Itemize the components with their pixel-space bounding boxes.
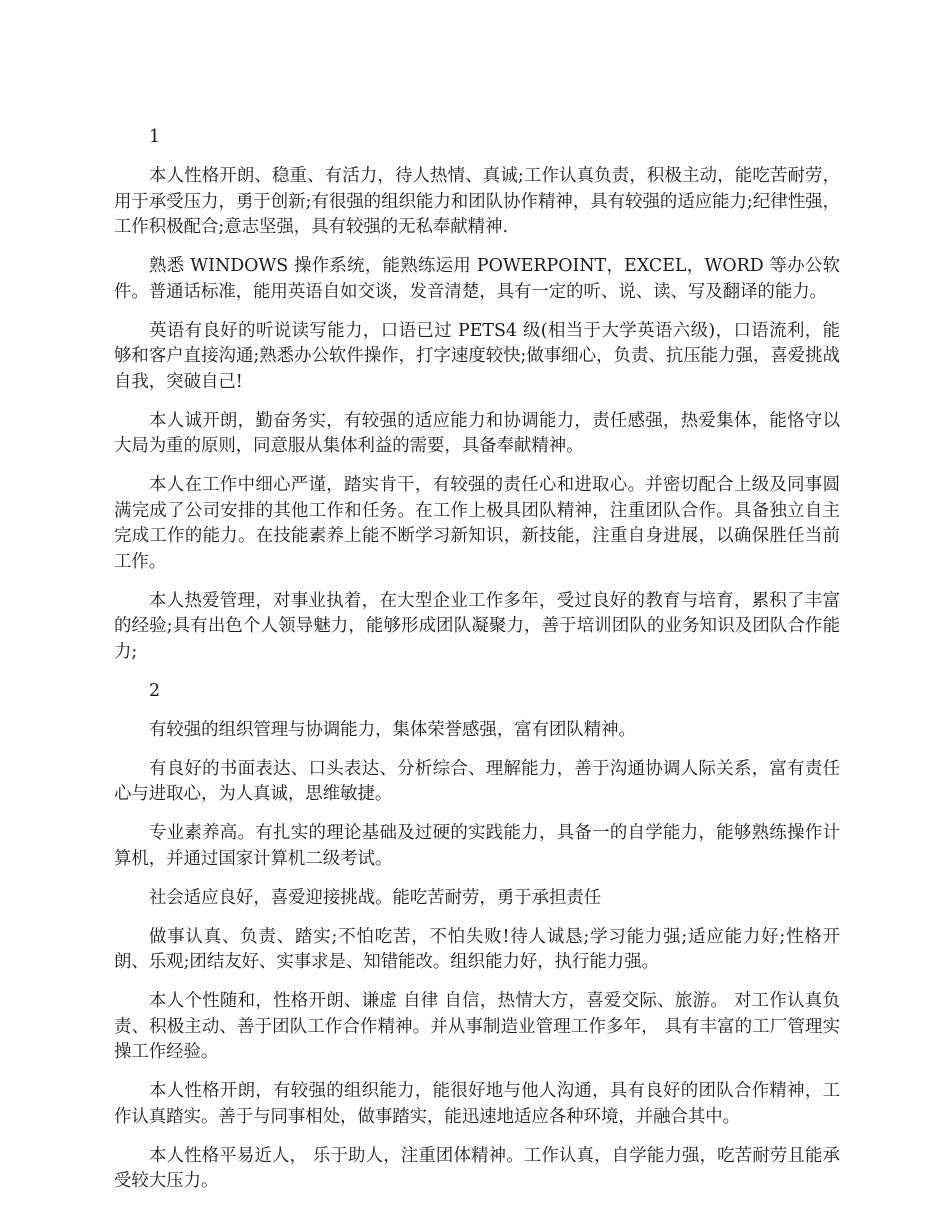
- paragraph: 有良好的书面表达、口头表达、分析综合、理解能力，善于沟通协调人际关系，富有责任心与进取心，为人真诚，思维敏捷。: [114, 758, 840, 804]
- paragraph: 本人性格开朗、稳重、有活力，待人热情、真诚;工作认真负责，积极主动，能吃苦耐劳，用于承受压力，勇于创新;有很强的组织能力和团队协作精神，具有较强的适应能力;纪律性强，工作积极配合;意志坚强，具有较强的无私奉献精神.: [114, 166, 840, 237]
- paragraph: 英语有良好的听说读写能力，口语已过 PETS4 级(相当于大学英语六级)，口语流利，能够和客户直接沟通;熟悉办公软件操作，打字速度较快;做事细心，负责、抗压能力强，喜爱挑战自我，突破自己!: [114, 320, 840, 392]
- section-number: 1: [149, 127, 161, 147]
- paragraph: 本人热爱管理，对事业执着，在大型企业工作多年，受过良好的教育与培育，累积了丰富的经验;具有出色个人领导魅力，能够形成团队凝聚力，善于培训团队的业务知识及团队合作能力;: [114, 590, 840, 662]
- paragraph: 本人性格平易近人， 乐于助人，注重团体精神。工作认真，自学能力强，吃苦耐劳且能承受较大压力。: [114, 1145, 840, 1191]
- paragraph: 本人在工作中细心严谨，踏实肯干，有较强的责任心和进取心。并密切配合上级及同事圆满完成了公司安排的其他工作和任务。在工作上极具团队精神，注重团队合作。具备独立自主完成工作的能力。在技能素养上能不断学习新知识，新技能，注重自身进展，以确保胜任当前工作。: [114, 475, 840, 572]
- paragraph: 熟悉 WINDOWS 操作系统，能熟练运用 POWERPOINT，EXCEL，WORD 等办公软件。普通话标准，能用英语自如交谈，发音清楚，具有一定的听、说、读、写及翻译的能力。: [114, 256, 840, 302]
- paragraph: 社会适应良好，喜爱迎接挑战。能吃苦耐劳，勇于承担责任: [149, 887, 602, 908]
- paragraph: 有较强的组织管理与协调能力，集体荣誉感强，富有团队精神。: [149, 719, 636, 740]
- paragraph: 本人诚开朗，勤奋务实，有较强的适应能力和协调能力，责任感强，热爱集体，能恪守以大局为重的原则，同意服从集体利益的需要，具备奉献精神。: [114, 410, 840, 456]
- paragraph: 本人个性随和，性格开朗、谦虚 自律 自信，热情大方，喜爱交际、旅游。 对工作认真负责、积极主动、善于团队工作合作精神。并从事制造业管理工作多年， 具有丰富的工厂管理实操工作经验。: [114, 991, 840, 1062]
- section-number: 2: [149, 680, 161, 701]
- paragraph: 本人性格开朗，有较强的组织能力，能很好地与他人沟通，具有良好的团队合作精神，工作认真踏实。善于与同事相处，做事踏实，能迅速地适应各种环境，并融合其中。: [114, 1081, 840, 1127]
- document-body: [114, 125, 840, 1208]
- paragraph: 做事认真、负责、踏实;不怕吃苦，不怕失败!待人诚恳;学习能力强;适应能力好;性格开朗、乐观;团结友好、实事求是、知错能改。组织能力好，执行能力强。: [114, 926, 840, 972]
- paragraph: 专业素养高。有扎实的理论基础及过硬的实践能力，具备一的自学能力，能够熟练操作计算机，并通过国家计算机二级考试。: [114, 823, 840, 869]
